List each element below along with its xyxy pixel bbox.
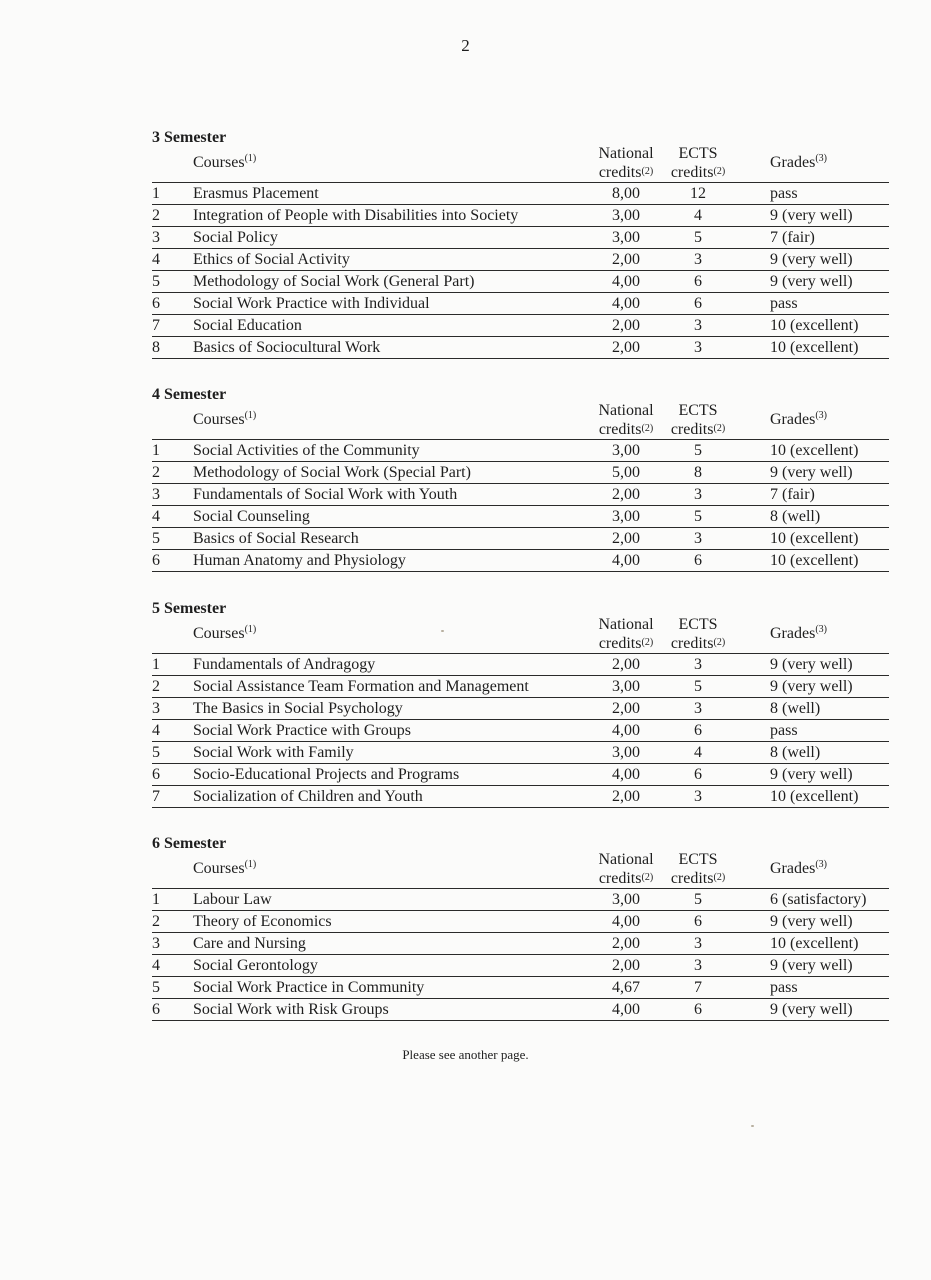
course-name: Social Policy: [193, 229, 278, 246]
row-number: 2: [152, 913, 160, 930]
table-row: [152, 337, 889, 359]
footnote-marker: (2): [641, 872, 654, 883]
national-credits: 2,00: [612, 251, 640, 268]
ects-credits: 3: [694, 935, 702, 952]
table-row: [152, 227, 889, 249]
header-national-line2: [592, 420, 660, 439]
national-credits: 2,00: [612, 700, 640, 717]
course-name: Social Work Practice with Groups: [193, 722, 411, 739]
ects-credits: 3: [694, 339, 702, 356]
header-ects-label: credits: [670, 635, 714, 652]
table-header-row: [152, 145, 889, 183]
national-credits: 2,00: [612, 530, 640, 547]
footnote-marker: (1): [244, 410, 257, 421]
grade: 9 (very well): [770, 251, 853, 268]
national-credits: 4,00: [612, 295, 640, 312]
ects-credits: 5: [694, 678, 702, 695]
header-national-line1: National: [598, 402, 654, 419]
table-row: [152, 249, 889, 271]
ects-credits: 8: [694, 464, 702, 481]
footnote-marker: (3): [815, 410, 827, 421]
national-credits: 2,00: [612, 957, 640, 974]
footnote-marker: (2): [713, 637, 726, 648]
footnote-marker: (1): [244, 859, 257, 870]
footnote-marker: (2): [713, 872, 726, 883]
course-name: Fundamentals of Andragogy: [193, 656, 376, 673]
ects-credits: 6: [694, 766, 702, 783]
national-credits: 2,00: [612, 486, 640, 503]
national-credits: 3,00: [612, 744, 640, 761]
grade: pass: [770, 722, 798, 739]
header-courses-label: Courses: [193, 860, 245, 877]
ects-credits: 4: [694, 207, 702, 224]
table-row: [152, 911, 889, 933]
national-credits: 3,00: [612, 207, 640, 224]
national-credits: 3,00: [612, 229, 640, 246]
header-national-credits: [592, 401, 660, 439]
row-number: 2: [152, 207, 160, 224]
course-name: Methodology of Social Work (General Part): [193, 273, 475, 290]
scan-speck: [751, 1125, 754, 1127]
footnote-marker: (2): [641, 423, 654, 434]
ects-credits: 3: [694, 530, 702, 547]
ects-credits: 3: [694, 486, 702, 503]
ects-credits: 12: [690, 185, 706, 202]
ects-credits: 4: [694, 744, 702, 761]
table-row: [152, 676, 889, 698]
header-courses: [193, 411, 256, 429]
course-name: Socio-Educational Projects and Programs: [193, 766, 460, 783]
header-ects-line2: [664, 163, 732, 182]
header-grades: [770, 411, 827, 429]
row-number: 3: [152, 700, 160, 717]
table-row: [152, 315, 889, 337]
header-grades-label: Grades: [770, 154, 816, 171]
header-ects-label: credits: [670, 421, 714, 438]
header-national-line1: National: [598, 851, 654, 868]
header-ects-credits: [664, 850, 732, 888]
row-number: 5: [152, 273, 160, 290]
course-name: Social Activities of the Community: [193, 442, 420, 459]
table-row: [152, 889, 889, 911]
row-number: 4: [152, 251, 160, 268]
ects-credits: 6: [694, 722, 702, 739]
ects-credits: 3: [694, 251, 702, 268]
national-credits: 4,00: [612, 273, 640, 290]
table-row: [152, 999, 889, 1021]
ects-credits: 6: [694, 273, 702, 290]
semester-title: 4 Semester: [152, 386, 227, 403]
ects-credits: 6: [694, 295, 702, 312]
ects-credits: 3: [694, 656, 702, 673]
course-name: Integration of People with Disabilities into Society: [193, 207, 519, 224]
header-courses: [193, 860, 256, 878]
ects-credits: 3: [694, 957, 702, 974]
grade: 9 (very well): [770, 464, 853, 481]
national-credits: 2,00: [612, 317, 640, 334]
course-name: Socialization of Children and Youth: [193, 788, 423, 805]
header-ects-line2: [664, 420, 732, 439]
grade: 8 (well): [770, 700, 821, 717]
table-row: [152, 271, 889, 293]
row-number: 6: [152, 552, 160, 569]
header-national-credits: [592, 850, 660, 888]
header-national-credits: [592, 615, 660, 653]
course-name: Social Work Practice in Community: [193, 979, 425, 996]
grade: 7 (fair): [770, 486, 815, 503]
grade: 10 (excellent): [770, 339, 859, 356]
grade: 9 (very well): [770, 656, 853, 673]
course-name: Social Gerontology: [193, 957, 318, 974]
page-number: 2: [461, 36, 470, 55]
semester-3-block: [152, 128, 889, 359]
header-courses-label: Courses: [193, 154, 245, 171]
row-number: 8: [152, 339, 160, 356]
ects-credits: 5: [694, 891, 702, 908]
table-row: [152, 484, 889, 506]
header-national-label: credits: [598, 635, 642, 652]
row-number: 1: [152, 442, 160, 459]
grade: 8 (well): [770, 744, 821, 761]
course-name: Ethics of Social Activity: [193, 251, 350, 268]
row-number: 4: [152, 508, 160, 525]
row-number: 6: [152, 766, 160, 783]
table-row: [152, 786, 889, 808]
header-ects-line1: ECTS: [678, 616, 718, 633]
header-grades-label: Grades: [770, 860, 816, 877]
header-national-label: credits: [598, 870, 642, 887]
row-number: 5: [152, 530, 160, 547]
row-number: 6: [152, 1001, 160, 1018]
ects-credits: 7: [694, 979, 702, 996]
table-row: [152, 955, 889, 977]
table-row: [152, 205, 889, 227]
row-number: 4: [152, 722, 160, 739]
table-row: [152, 698, 889, 720]
header-ects-credits: [664, 401, 732, 439]
grade: pass: [770, 979, 798, 996]
national-credits: 2,00: [612, 788, 640, 805]
row-number: 1: [152, 891, 160, 908]
semester-title: 3 Semester: [152, 129, 227, 146]
ects-credits: 6: [694, 552, 702, 569]
grade: 9 (very well): [770, 766, 853, 783]
header-courses: [193, 154, 256, 172]
header-ects-line1: ECTS: [678, 145, 718, 162]
national-credits: 2,00: [612, 935, 640, 952]
course-name: Social Assistance Team Formation and Management: [193, 678, 529, 695]
table-row: [152, 720, 889, 742]
course-name: Labour Law: [193, 891, 272, 908]
header-national-label: credits: [598, 164, 642, 181]
header-grades: [770, 154, 827, 172]
grade: 10 (excellent): [770, 530, 859, 547]
course-name: Methodology of Social Work (Special Part): [193, 464, 471, 481]
national-credits: 4,00: [612, 722, 640, 739]
grade: pass: [770, 295, 798, 312]
table-row: [152, 933, 889, 955]
course-name: Basics of Social Research: [193, 530, 359, 547]
national-credits: 2,00: [612, 339, 640, 356]
header-grades-label: Grades: [770, 625, 816, 642]
table-row: [152, 550, 889, 572]
grade: 9 (very well): [770, 957, 853, 974]
grade: 10 (excellent): [770, 442, 859, 459]
table-row: [152, 506, 889, 528]
grade: 10 (excellent): [770, 552, 859, 569]
national-credits: 3,00: [612, 442, 640, 459]
course-name: Human Anatomy and Physiology: [193, 552, 406, 569]
course-name: Social Counseling: [193, 508, 310, 525]
semester-title: 5 Semester: [152, 600, 227, 617]
grade: 6 (satisfactory): [770, 891, 867, 908]
header-ects-line2: [664, 634, 732, 653]
ects-credits: 6: [694, 1001, 702, 1018]
grade: pass: [770, 185, 798, 202]
course-name: Fundamentals of Social Work with Youth: [193, 486, 458, 503]
table-row: [152, 764, 889, 786]
footnote-marker: (3): [815, 859, 827, 870]
header-courses-label: Courses: [193, 411, 245, 428]
table-header-row: [152, 402, 889, 440]
table-header-row: [152, 851, 889, 889]
grade: 7 (fair): [770, 229, 815, 246]
table-row: [152, 742, 889, 764]
row-number: 1: [152, 656, 160, 673]
ects-credits: 3: [694, 700, 702, 717]
course-name: Erasmus Placement: [193, 185, 319, 202]
table-row: [152, 440, 889, 462]
row-number: 1: [152, 185, 160, 202]
grade: 9 (very well): [770, 1001, 853, 1018]
row-number: 7: [152, 317, 160, 334]
semester-6-block: [152, 834, 889, 1021]
footnote-marker: (2): [641, 637, 654, 648]
row-number: 3: [152, 229, 160, 246]
header-ects-line1: ECTS: [678, 402, 718, 419]
national-credits: 4,67: [612, 979, 640, 996]
ects-credits: 6: [694, 913, 702, 930]
grade: 9 (very well): [770, 678, 853, 695]
ects-credits: 5: [694, 508, 702, 525]
header-ects-line2: [664, 869, 732, 888]
header-national-line2: [592, 634, 660, 653]
course-name: Social Education: [193, 317, 302, 334]
grade: 9 (very well): [770, 913, 853, 930]
header-national-line2: [592, 869, 660, 888]
semester-title: 6 Semester: [152, 835, 227, 852]
row-number: 2: [152, 678, 160, 695]
footnote-marker: (3): [815, 624, 827, 635]
grade: 10 (excellent): [770, 317, 859, 334]
ects-credits: 5: [694, 229, 702, 246]
footnote-marker: (2): [641, 166, 654, 177]
national-credits: 3,00: [612, 891, 640, 908]
header-national-line1: National: [598, 145, 654, 162]
national-credits: 5,00: [612, 464, 640, 481]
header-courses-label: Courses: [193, 625, 245, 642]
header-ects-credits: [664, 615, 732, 653]
table-row: [152, 293, 889, 315]
semester-4-block: [152, 385, 889, 572]
grade: 10 (excellent): [770, 788, 859, 805]
header-ects-line1: ECTS: [678, 851, 718, 868]
national-credits: 4,00: [612, 552, 640, 569]
header-courses: [193, 625, 256, 643]
table-row: [152, 977, 889, 999]
table-row: [152, 654, 889, 676]
header-grades: [770, 860, 827, 878]
ects-credits: 3: [694, 317, 702, 334]
national-credits: 4,00: [612, 766, 640, 783]
footnote-marker: (2): [713, 166, 726, 177]
row-number: 3: [152, 486, 160, 503]
header-grades-label: Grades: [770, 411, 816, 428]
table-row: [152, 462, 889, 484]
footnote-marker: (1): [244, 624, 257, 635]
row-number: 2: [152, 464, 160, 481]
row-number: 7: [152, 788, 160, 805]
course-name: Social Work with Family: [193, 744, 354, 761]
national-credits: 8,00: [612, 185, 640, 202]
semester-5-block: [152, 599, 889, 808]
national-credits: 3,00: [612, 508, 640, 525]
national-credits: 2,00: [612, 656, 640, 673]
national-credits: 4,00: [612, 1001, 640, 1018]
course-name: Social Work Practice with Individual: [193, 295, 430, 312]
grade: 9 (very well): [770, 273, 853, 290]
footer-note: Please see another page.: [402, 1047, 529, 1062]
grade: 9 (very well): [770, 207, 853, 224]
header-ects-label: credits: [670, 870, 714, 887]
row-number: 4: [152, 957, 160, 974]
course-name: Basics of Sociocultural Work: [193, 339, 381, 356]
grade: 10 (excellent): [770, 935, 859, 952]
scan-speck: [441, 630, 444, 632]
footnote-marker: (2): [713, 423, 726, 434]
header-national-credits: [592, 144, 660, 182]
table-header-row: [152, 616, 889, 654]
header-grades: [770, 625, 827, 643]
footnote-marker: (3): [815, 153, 827, 164]
row-number: 5: [152, 744, 160, 761]
row-number: 6: [152, 295, 160, 312]
grade: 8 (well): [770, 508, 821, 525]
table-row: [152, 528, 889, 550]
course-name: Theory of Economics: [193, 913, 332, 930]
ects-credits: 3: [694, 788, 702, 805]
header-national-line1: National: [598, 616, 654, 633]
table-row: [152, 183, 889, 205]
national-credits: 3,00: [612, 678, 640, 695]
course-name: Care and Nursing: [193, 935, 306, 952]
header-ects-credits: [664, 144, 732, 182]
row-number: 5: [152, 979, 160, 996]
header-ects-label: credits: [670, 164, 714, 181]
header-national-line2: [592, 163, 660, 182]
ects-credits: 5: [694, 442, 702, 459]
header-national-label: credits: [598, 421, 642, 438]
row-number: 3: [152, 935, 160, 952]
course-name: Social Work with Risk Groups: [193, 1001, 389, 1018]
national-credits: 4,00: [612, 913, 640, 930]
course-name: The Basics in Social Psychology: [193, 700, 403, 717]
footnote-marker: (1): [244, 153, 257, 164]
